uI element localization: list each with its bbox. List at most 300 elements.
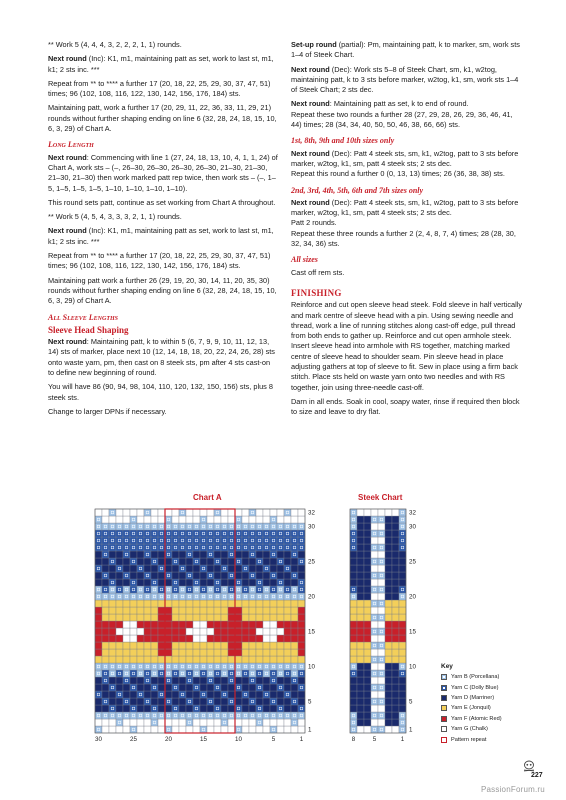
chart-cell xyxy=(165,593,172,600)
chart-cell xyxy=(172,628,179,635)
chart-cell xyxy=(228,593,235,600)
chart-cell xyxy=(385,698,392,705)
chart-cell xyxy=(399,544,406,551)
chart-cell xyxy=(207,635,214,642)
chart-cell xyxy=(378,621,385,628)
chart-cell xyxy=(364,684,371,691)
chart-cell xyxy=(200,551,207,558)
key-item xyxy=(441,672,502,682)
chart-cell xyxy=(109,656,116,663)
round-text: (Dec): Patt 4 steek sts, sm, k1, w2tog, patt to 3 sts before marker, w2tog, k1, sm, patt 4 steek sts; 2 sts dec. xyxy=(291,148,519,168)
chart-cell xyxy=(378,530,385,537)
chart-cell xyxy=(130,670,137,677)
chart-cell xyxy=(371,705,378,712)
chart-cell xyxy=(364,691,371,698)
chart-cell xyxy=(130,642,137,649)
chart-cell xyxy=(137,558,144,565)
chart-cell xyxy=(130,523,137,530)
chart-cell xyxy=(95,586,102,593)
chart-cell xyxy=(378,670,385,677)
chart-cell xyxy=(371,537,378,544)
chart-cell xyxy=(228,523,235,530)
chart-cell xyxy=(109,628,116,635)
chart-cell xyxy=(116,670,123,677)
chart-cell xyxy=(256,663,263,670)
chart-cell xyxy=(151,551,158,558)
chart-cell xyxy=(350,579,357,586)
chart-cell xyxy=(207,614,214,621)
chart-cell xyxy=(221,579,228,586)
axis-label: 1 xyxy=(409,726,413,734)
chart-cell xyxy=(116,621,123,628)
chart-cell xyxy=(291,649,298,656)
chart-cell xyxy=(249,509,256,516)
chart-cell xyxy=(371,621,378,628)
key-label: Yarn G (Chalk) xyxy=(451,726,488,733)
chart-cell xyxy=(193,614,200,621)
chart-cell xyxy=(102,572,109,579)
chart-cell xyxy=(350,719,357,726)
chart-cell xyxy=(116,684,123,691)
chart-cell xyxy=(144,670,151,677)
chart-cell xyxy=(214,628,221,635)
chart-cell xyxy=(172,684,179,691)
chart-cell xyxy=(137,621,144,628)
chart-cell xyxy=(371,516,378,523)
chart-cell xyxy=(186,516,193,523)
chart-cell xyxy=(385,614,392,621)
chart-cell xyxy=(186,579,193,586)
chart-cell xyxy=(270,607,277,614)
chart-cell xyxy=(357,579,364,586)
chart-cell xyxy=(298,691,305,698)
chart-cell xyxy=(158,698,165,705)
chart-cell xyxy=(350,656,357,663)
chart-cell xyxy=(291,726,298,733)
chart-cell xyxy=(214,670,221,677)
chart-cell xyxy=(137,579,144,586)
chart-cell xyxy=(151,726,158,733)
chart-cell xyxy=(277,642,284,649)
chart-cell xyxy=(242,558,249,565)
chart-cell xyxy=(130,600,137,607)
chart-cell xyxy=(109,551,116,558)
chart-cell xyxy=(371,684,378,691)
paragraph: Cast off rem sts. xyxy=(291,267,345,277)
chart-cell xyxy=(385,551,392,558)
chart-cell xyxy=(172,691,179,698)
chart-cell xyxy=(385,600,392,607)
chart-cell xyxy=(179,670,186,677)
chart-cell xyxy=(235,705,242,712)
chart-cell xyxy=(364,607,371,614)
chart-cell xyxy=(249,544,256,551)
chart-cell xyxy=(298,558,305,565)
chart-cell xyxy=(172,621,179,628)
chart-cell xyxy=(298,516,305,523)
chart-cell xyxy=(263,593,270,600)
chart-cell xyxy=(228,565,235,572)
chart-cell xyxy=(102,628,109,635)
chart-cell xyxy=(291,642,298,649)
chart-cell xyxy=(137,572,144,579)
chart-cell xyxy=(357,698,364,705)
chart-cell xyxy=(228,719,235,726)
chart-cell xyxy=(109,565,116,572)
chart-cell xyxy=(151,642,158,649)
chart-cell xyxy=(109,642,116,649)
round-label: Set-up round xyxy=(291,40,337,49)
chart-cell xyxy=(228,530,235,537)
chart-cell xyxy=(277,572,284,579)
chart-cell xyxy=(144,656,151,663)
chart-cell xyxy=(371,642,378,649)
chart-cell xyxy=(277,726,284,733)
chart-cell xyxy=(378,628,385,635)
chart-cell xyxy=(158,670,165,677)
chart-cell xyxy=(109,698,116,705)
chart-cell xyxy=(137,600,144,607)
chart-cell xyxy=(371,726,378,733)
chart-cell xyxy=(284,698,291,705)
chart-cell xyxy=(165,579,172,586)
chart-cell xyxy=(130,712,137,719)
chart-cell xyxy=(137,523,144,530)
chart-cell xyxy=(277,509,284,516)
chart-cell xyxy=(179,663,186,670)
chart-cell xyxy=(256,670,263,677)
chart-cell xyxy=(270,558,277,565)
chart-cell xyxy=(116,523,123,530)
chart-cell xyxy=(200,516,207,523)
chart-cell xyxy=(158,537,165,544)
key-title: Key xyxy=(441,663,453,670)
chart-cell xyxy=(385,593,392,600)
chart-cell xyxy=(116,586,123,593)
chart-cell xyxy=(270,649,277,656)
chart-cell xyxy=(242,544,249,551)
chart-cell xyxy=(200,698,207,705)
chart-cell xyxy=(399,642,406,649)
chart-cell xyxy=(378,698,385,705)
section-heading: Long Length xyxy=(48,140,94,150)
chart-cell xyxy=(172,656,179,663)
chart-cell xyxy=(235,558,242,565)
chart-cell xyxy=(193,607,200,614)
chart-cell xyxy=(137,635,144,642)
chart-cell xyxy=(235,607,242,614)
chart-cell xyxy=(228,684,235,691)
chart-cell xyxy=(137,649,144,656)
round-text: (Dec): Patt 4 steek sts, sm, k1, w2tog, patt to 3 sts before marker, w2tog, k1, sm, patt 4 steek sts; 2 sts dec. xyxy=(291,197,519,218)
chart-cell xyxy=(284,586,291,593)
chart-cell xyxy=(165,586,172,593)
chart-cell xyxy=(228,586,235,593)
chart-cell xyxy=(399,670,406,677)
chart-cell xyxy=(350,698,357,705)
chart-cell xyxy=(193,565,200,572)
chart-cell xyxy=(172,586,179,593)
chart-cell xyxy=(214,572,221,579)
chart-cell xyxy=(270,551,277,558)
paragraph: Reinforce and cut open sleeve head steek. Fold sleeve in half vertically and mark centre of sleeve head with a pin. Using sewing needle and thread, work a line of running stitches along cast-off edge, pull thread from both ends to gather up. Reinforce and cut open armhole steek. Insert sleeve head into armhole with RS together, matching marked centre of sleeve head to shoulder seam. Pin sleeve head in place adjusting gathers at top of sleeve to fit. Sew in place using a firm back stitch. Place sts held on waste yarn onto two needles and with RS together, join using three-needle cast-off. xyxy=(291,300,523,392)
chart-cell xyxy=(270,621,277,628)
chart-cell xyxy=(277,691,284,698)
chart-cell xyxy=(200,663,207,670)
chart-cell xyxy=(123,642,130,649)
chart-cell xyxy=(371,551,378,558)
chart-cell xyxy=(298,509,305,516)
axis-label: 32 xyxy=(308,509,315,517)
chart-cell xyxy=(385,677,392,684)
chart-cell xyxy=(221,530,228,537)
chart-cell xyxy=(193,593,200,600)
chart-cell xyxy=(364,656,371,663)
chart-cell xyxy=(371,663,378,670)
chart-cell xyxy=(165,649,172,656)
chart-cell xyxy=(102,600,109,607)
chart-cell xyxy=(214,586,221,593)
chart-cell xyxy=(350,600,357,607)
key-label: Yarn E (Jonquil) xyxy=(451,705,491,712)
chart-cell xyxy=(207,628,214,635)
chart-cell xyxy=(350,558,357,565)
chart-cell xyxy=(263,628,270,635)
chart-cell xyxy=(207,705,214,712)
chart-cell xyxy=(364,628,371,635)
chart-cell xyxy=(378,551,385,558)
chart-cell xyxy=(235,544,242,551)
chart-cell xyxy=(172,712,179,719)
chart-cell xyxy=(249,670,256,677)
chart-cell xyxy=(221,621,228,628)
chart-cell xyxy=(186,726,193,733)
page-number: 227 xyxy=(531,772,543,779)
chart-cell xyxy=(228,509,235,516)
chart-cell xyxy=(256,565,263,572)
key-item xyxy=(441,734,502,744)
chart-cell xyxy=(179,516,186,523)
chart-cell xyxy=(144,509,151,516)
chart-cell xyxy=(291,656,298,663)
chart-cell xyxy=(95,712,102,719)
chart-cell xyxy=(270,663,277,670)
chart-cell xyxy=(392,551,399,558)
chart-cell xyxy=(298,579,305,586)
chart-cell xyxy=(179,537,186,544)
chart-cell xyxy=(144,530,151,537)
chart-cell xyxy=(242,530,249,537)
chart-cell xyxy=(263,670,270,677)
chart-cell xyxy=(130,649,137,656)
chart-cell xyxy=(291,607,298,614)
chart-cell xyxy=(399,677,406,684)
chart-cell xyxy=(186,712,193,719)
chart-cell xyxy=(151,677,158,684)
chart-cell xyxy=(242,593,249,600)
chart-cell xyxy=(256,726,263,733)
chart-cell xyxy=(228,705,235,712)
chart-cell xyxy=(95,523,102,530)
chart-cell xyxy=(350,586,357,593)
chart-cell xyxy=(263,621,270,628)
chart-cell xyxy=(186,614,193,621)
chart-cell xyxy=(109,600,116,607)
chart-cell xyxy=(130,558,137,565)
chart-cell xyxy=(298,537,305,544)
chart-cell xyxy=(249,656,256,663)
chart-cell xyxy=(284,509,291,516)
chart-cell xyxy=(186,698,193,705)
chart-cell xyxy=(102,579,109,586)
chart-cell xyxy=(193,726,200,733)
chart-cell xyxy=(298,656,305,663)
watermark: PassionForum.ru xyxy=(481,785,545,794)
axis-label: 20 xyxy=(409,593,416,601)
chart-cell xyxy=(109,614,116,621)
chart-cell xyxy=(249,719,256,726)
chart-cell xyxy=(221,698,228,705)
chart-cell xyxy=(123,558,130,565)
chart-cell xyxy=(144,593,151,600)
chart-cell xyxy=(270,600,277,607)
chart-cell xyxy=(298,544,305,551)
chart-cell xyxy=(116,544,123,551)
chart-cell xyxy=(364,600,371,607)
chart-cell xyxy=(123,614,130,621)
chart-cell xyxy=(193,586,200,593)
chart-cell xyxy=(179,614,186,621)
chart-cell xyxy=(214,635,221,642)
chart-cell xyxy=(235,523,242,530)
chart-cell xyxy=(350,677,357,684)
chart-cell xyxy=(242,600,249,607)
chart-cell xyxy=(242,663,249,670)
dot-symbol xyxy=(443,676,445,678)
chart-cell xyxy=(228,579,235,586)
chart-cell xyxy=(364,642,371,649)
chart-cell xyxy=(165,600,172,607)
chart-cell xyxy=(158,642,165,649)
chart-cell xyxy=(116,628,123,635)
chart-cell xyxy=(116,649,123,656)
chart-cell xyxy=(165,565,172,572)
chart-cell xyxy=(151,663,158,670)
section-heading: All Sleeve Lengths xyxy=(48,312,119,322)
chart-cell xyxy=(399,607,406,614)
chart-cell xyxy=(207,691,214,698)
chart-cell xyxy=(144,712,151,719)
chart-cell xyxy=(214,621,221,628)
chart-cell xyxy=(235,719,242,726)
chart-cell xyxy=(95,544,102,551)
chart-cell xyxy=(144,565,151,572)
chart-cell xyxy=(165,607,172,614)
chart-cell xyxy=(357,684,364,691)
chart-cell xyxy=(123,670,130,677)
chart-cell xyxy=(385,523,392,530)
chart-cell xyxy=(357,607,364,614)
chart-cell xyxy=(221,663,228,670)
chart-cell xyxy=(151,698,158,705)
chart-cell xyxy=(116,712,123,719)
chart-cell xyxy=(193,509,200,516)
chart-cell xyxy=(277,712,284,719)
swatch xyxy=(441,737,447,743)
chart-cell xyxy=(214,551,221,558)
chart-cell xyxy=(214,705,221,712)
chart-cell xyxy=(242,621,249,628)
chart-cell xyxy=(214,642,221,649)
paragraph: Repeat from ** to **** a further 17 (20, 18, 22, 25, 29, 30, 37, 47, 51) times; 96 (102, 108, 116, 122, 130, 142, 156, 176, 184) sts. xyxy=(48,251,271,271)
chart-cell xyxy=(207,719,214,726)
chart-cell xyxy=(158,593,165,600)
chart-cell xyxy=(186,551,193,558)
chart-cell xyxy=(144,572,151,579)
chart-cell xyxy=(179,607,186,614)
chart-cell xyxy=(130,705,137,712)
chart-cell xyxy=(392,656,399,663)
chart-cell xyxy=(263,642,270,649)
chart-cell xyxy=(109,509,116,516)
chart-cell xyxy=(249,523,256,530)
chart-cell xyxy=(200,579,207,586)
chart-cell xyxy=(109,649,116,656)
chart-cell xyxy=(144,523,151,530)
paragraph: Repeat from ** to **** a further 17 (20, 18, 22, 25, 29, 30, 37, 47, 51) times; 96 (102, 108, 116, 122, 130, 142, 156, 176, 184) sts. xyxy=(48,78,271,99)
chart-cell xyxy=(130,551,137,558)
chart-cell xyxy=(291,663,298,670)
chart-cell xyxy=(193,712,200,719)
chart-cell xyxy=(228,712,235,719)
chart-cell xyxy=(116,656,123,663)
chart-cell xyxy=(179,544,186,551)
chart-cell xyxy=(291,684,298,691)
chart-cell xyxy=(291,677,298,684)
chart-cell xyxy=(214,558,221,565)
chart-cell xyxy=(263,726,270,733)
chart-cell xyxy=(186,670,193,677)
chart-cell xyxy=(123,544,130,551)
chart-cell xyxy=(263,698,270,705)
chart-cell xyxy=(193,691,200,698)
chart-cell xyxy=(378,565,385,572)
chart-cell xyxy=(179,649,186,656)
chart-cell xyxy=(172,663,179,670)
chart-cell xyxy=(364,677,371,684)
swatch xyxy=(441,716,447,722)
chart-cell xyxy=(357,726,364,733)
chart-cell xyxy=(221,607,228,614)
chart-cell xyxy=(158,523,165,530)
chart-cell xyxy=(277,537,284,544)
axis-label: 30 xyxy=(95,736,102,743)
chart-cell xyxy=(151,649,158,656)
chart-cell xyxy=(186,656,193,663)
chart-cell xyxy=(277,530,284,537)
chart-cell xyxy=(263,572,270,579)
chart-cell xyxy=(284,712,291,719)
chart-cell xyxy=(165,719,172,726)
chart-cell xyxy=(357,544,364,551)
chart-cell xyxy=(151,600,158,607)
chart-cell xyxy=(179,600,186,607)
chart-cell xyxy=(357,719,364,726)
chart-cell xyxy=(284,593,291,600)
axis-label: 1 xyxy=(308,726,312,734)
chart-cell xyxy=(130,656,137,663)
chart-cell xyxy=(235,628,242,635)
